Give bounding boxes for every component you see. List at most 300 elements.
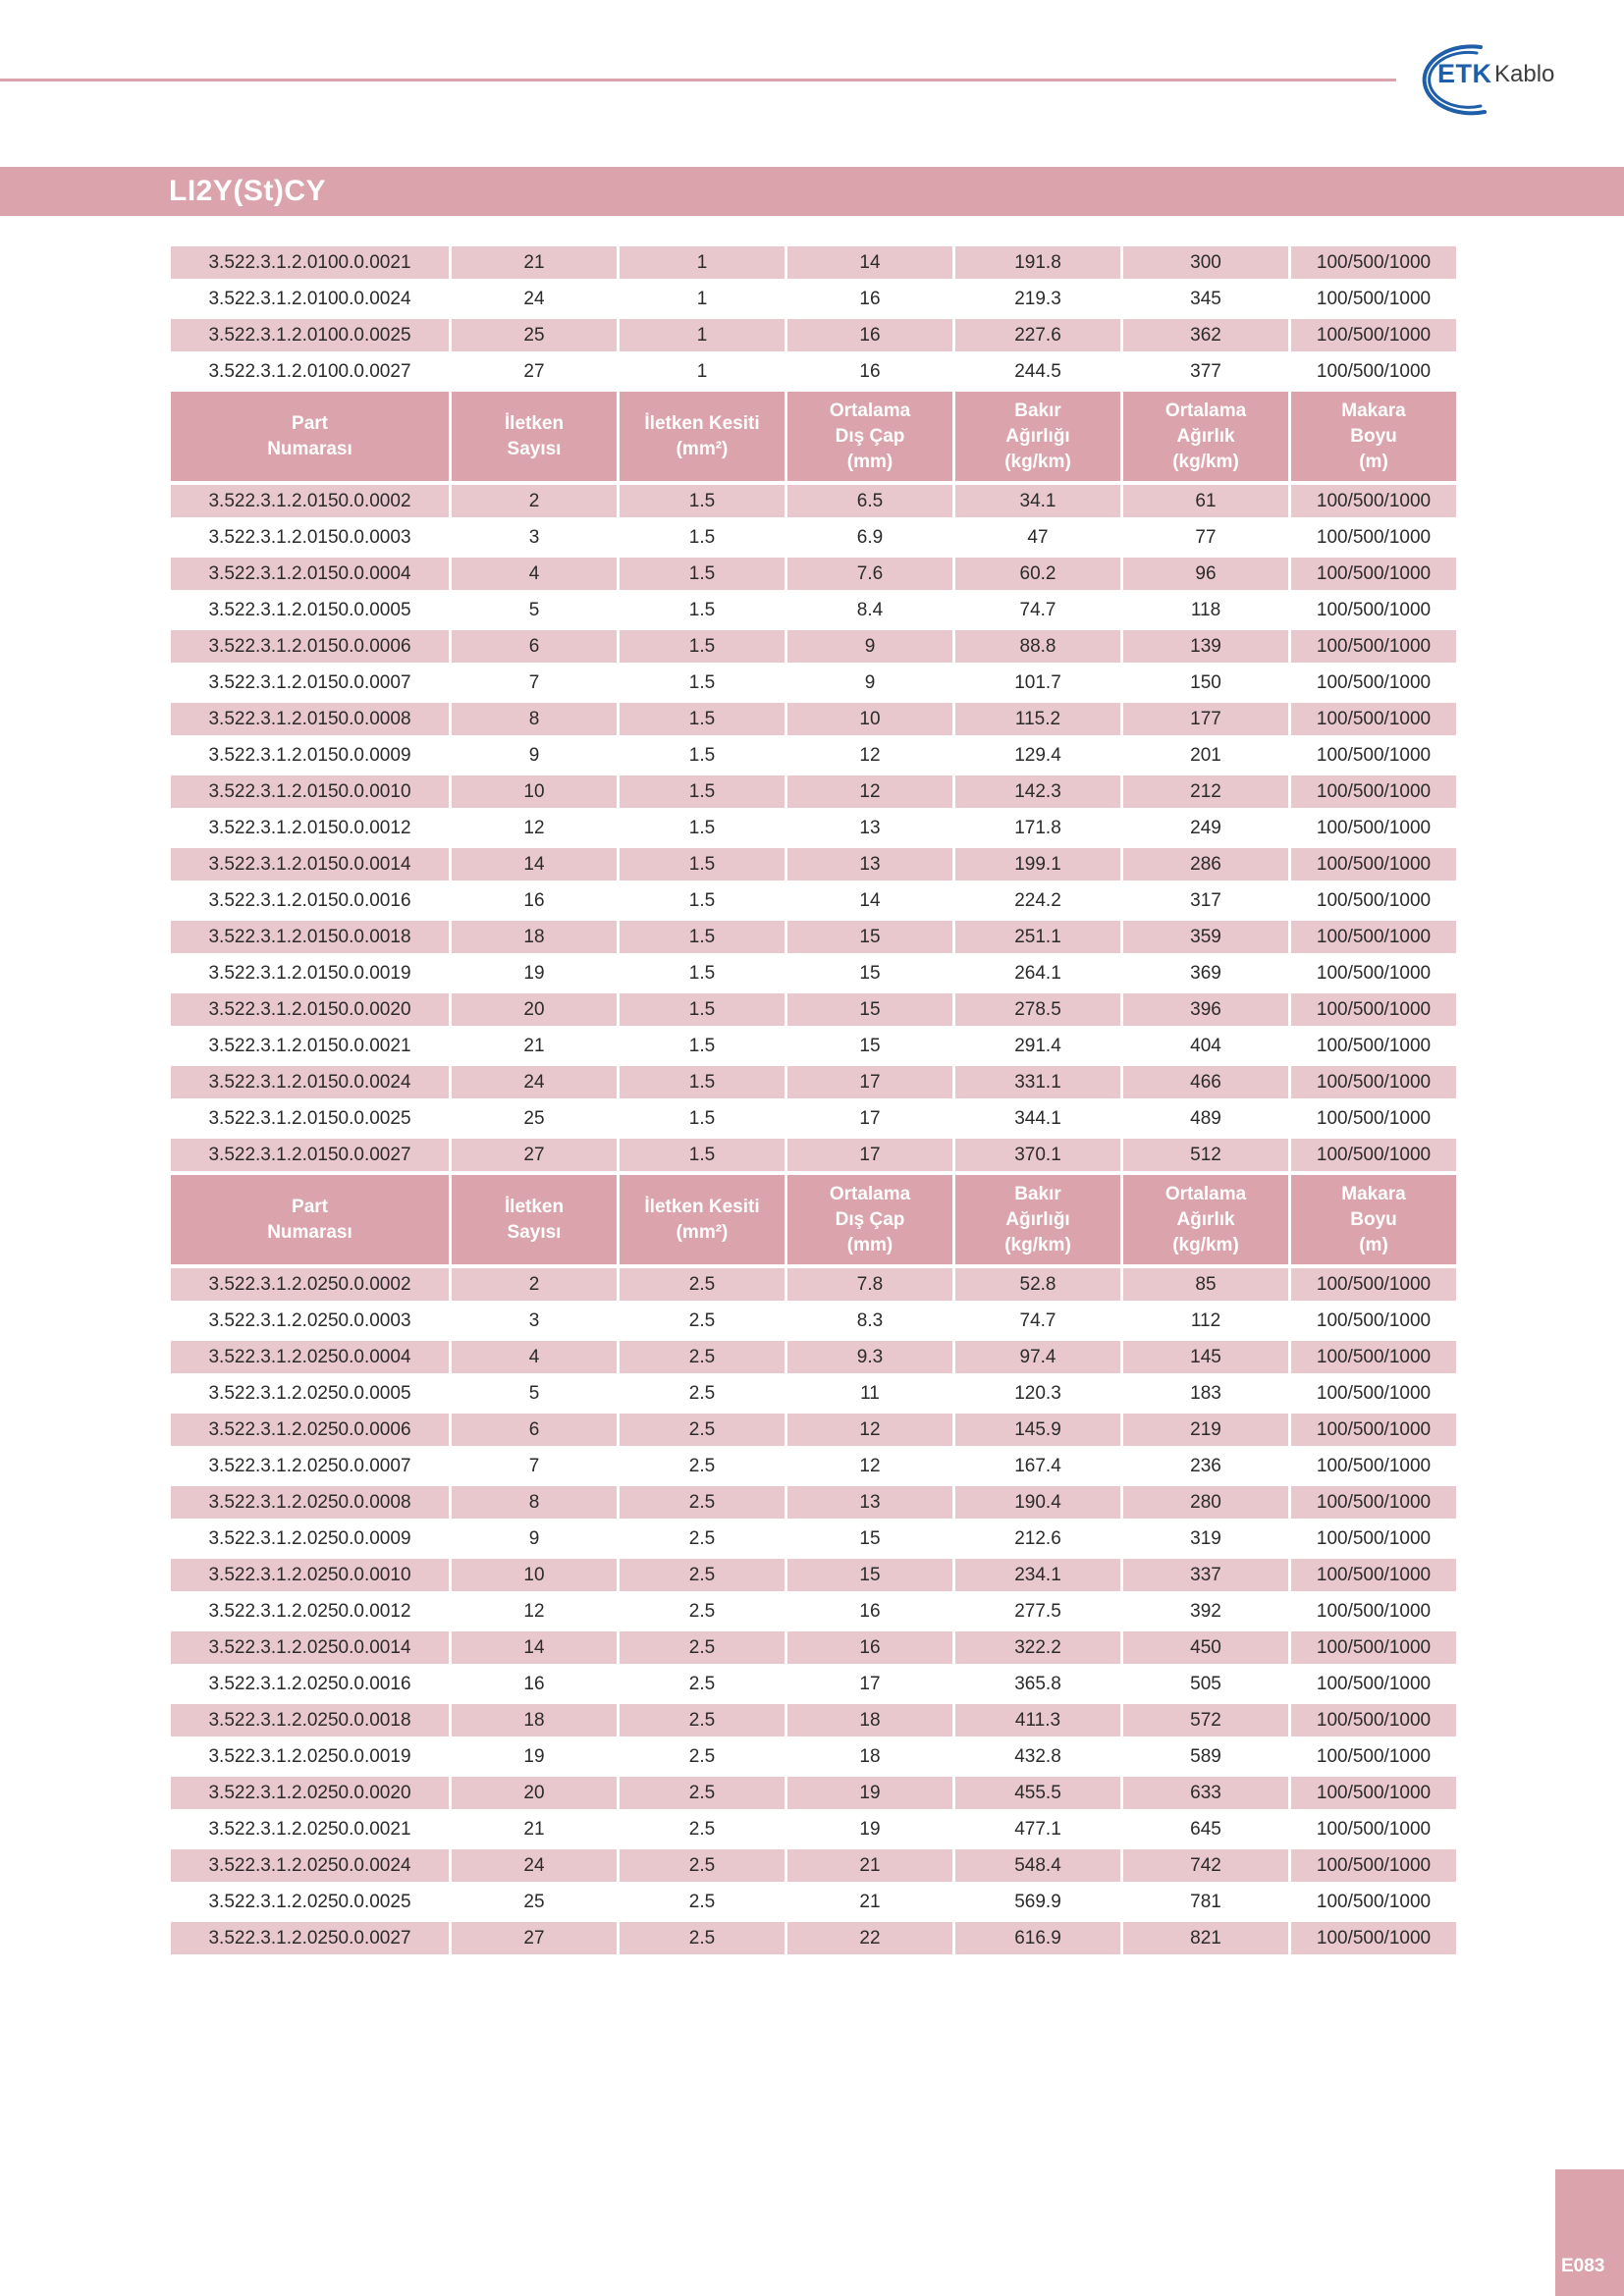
cell-part-number: 3.522.3.1.2.0250.0.0010 xyxy=(171,1559,449,1591)
cell-conductor-count: 4 xyxy=(452,558,617,590)
cell-conductor-section: 1.5 xyxy=(620,1066,785,1098)
cell-average-weight: 77 xyxy=(1123,521,1288,554)
cell-outer-diameter: 21 xyxy=(787,1849,952,1882)
title-band xyxy=(0,167,1624,216)
cell-average-weight: 201 xyxy=(1123,739,1288,772)
cell-part-number: 3.522.3.1.2.0250.0.0018 xyxy=(171,1704,449,1736)
cell-conductor-count: 3 xyxy=(452,1305,617,1337)
cell-conductor-count: 12 xyxy=(452,812,617,844)
cell-part-number: 3.522.3.1.2.0250.0.0025 xyxy=(171,1886,449,1918)
cell-reel-length: 100/500/1000 xyxy=(1291,884,1456,917)
cell-reel-length: 100/500/1000 xyxy=(1291,1668,1456,1700)
cell-part-number: 3.522.3.1.2.0150.0.0002 xyxy=(171,485,449,517)
cell-conductor-count: 8 xyxy=(452,1486,617,1519)
cell-copper-weight: 142.3 xyxy=(955,775,1120,808)
cell-part-number: 3.522.3.1.2.0150.0.0004 xyxy=(171,558,449,590)
cell-conductor-section: 2.5 xyxy=(620,1777,785,1809)
cell-copper-weight: 224.2 xyxy=(955,884,1120,917)
cell-copper-weight: 219.3 xyxy=(955,283,1120,315)
cell-conductor-count: 10 xyxy=(452,1559,617,1591)
cell-part-number: 3.522.3.1.2.0150.0.0005 xyxy=(171,594,449,626)
table-row xyxy=(171,1631,1456,1664)
cell-reel-length: 100/500/1000 xyxy=(1291,1341,1456,1373)
cell-outer-diameter: 17 xyxy=(787,1066,952,1098)
table-row xyxy=(171,1030,1456,1062)
cell-reel-length: 100/500/1000 xyxy=(1291,1102,1456,1135)
cell-outer-diameter: 12 xyxy=(787,739,952,772)
cell-average-weight: 236 xyxy=(1123,1450,1288,1482)
cell-outer-diameter: 18 xyxy=(787,1704,952,1736)
cell-conductor-section: 1.5 xyxy=(620,1030,785,1062)
cell-conductor-count: 24 xyxy=(452,1066,617,1098)
cell-average-weight: 505 xyxy=(1123,1668,1288,1700)
table-row xyxy=(171,884,1456,917)
cell-reel-length: 100/500/1000 xyxy=(1291,1486,1456,1519)
cell-conductor-section: 1.5 xyxy=(620,775,785,808)
cell-reel-length: 100/500/1000 xyxy=(1291,1030,1456,1062)
cell-part-number: 3.522.3.1.2.0150.0.0012 xyxy=(171,812,449,844)
cell-part-number: 3.522.3.1.2.0150.0.0014 xyxy=(171,848,449,881)
cell-average-weight: 404 xyxy=(1123,1030,1288,1062)
cell-outer-diameter: 16 xyxy=(787,355,952,388)
cell-conductor-section: 1.5 xyxy=(620,558,785,590)
cell-average-weight: 177 xyxy=(1123,703,1288,735)
page-number: E083 xyxy=(1561,2256,1605,2276)
cell-average-weight: 489 xyxy=(1123,1102,1288,1135)
cell-average-weight: 345 xyxy=(1123,283,1288,315)
cell-reel-length: 100/500/1000 xyxy=(1291,1813,1456,1845)
cell-average-weight: 362 xyxy=(1123,319,1288,351)
cell-part-number: 3.522.3.1.2.0150.0.0006 xyxy=(171,630,449,663)
table-header-row xyxy=(171,392,1456,481)
cell-copper-weight: 370.1 xyxy=(955,1139,1120,1171)
cell-average-weight: 589 xyxy=(1123,1740,1288,1773)
cell-conductor-section: 1.5 xyxy=(620,630,785,663)
cell-reel-length: 100/500/1000 xyxy=(1291,1066,1456,1098)
table-row xyxy=(171,630,1456,663)
cell-outer-diameter: 12 xyxy=(787,1450,952,1482)
table-row xyxy=(171,1777,1456,1809)
cell-reel-length: 100/500/1000 xyxy=(1291,1740,1456,1773)
cell-conductor-count: 6 xyxy=(452,630,617,663)
table-row xyxy=(171,521,1456,554)
cell-conductor-count: 25 xyxy=(452,1886,617,1918)
cell-conductor-count: 16 xyxy=(452,884,617,917)
cell-average-weight: 645 xyxy=(1123,1813,1288,1845)
cell-conductor-section: 1 xyxy=(620,246,785,279)
table-header-row xyxy=(171,1175,1456,1264)
cell-outer-diameter: 14 xyxy=(787,246,952,279)
cell-reel-length: 100/500/1000 xyxy=(1291,1522,1456,1555)
cell-conductor-section: 2.5 xyxy=(620,1341,785,1373)
cell-conductor-section: 1.5 xyxy=(620,1102,785,1135)
cell-conductor-section: 2.5 xyxy=(620,1668,785,1700)
header-conductor-count: İletken Sayısı xyxy=(452,1175,617,1264)
cell-conductor-section: 1.5 xyxy=(620,667,785,699)
cell-part-number: 3.522.3.1.2.0250.0.0020 xyxy=(171,1777,449,1809)
cell-reel-length: 100/500/1000 xyxy=(1291,1704,1456,1736)
cell-average-weight: 139 xyxy=(1123,630,1288,663)
cell-average-weight: 337 xyxy=(1123,1559,1288,1591)
cell-outer-diameter: 15 xyxy=(787,957,952,989)
table-row xyxy=(171,957,1456,989)
cell-copper-weight: 322.2 xyxy=(955,1631,1120,1664)
table-row xyxy=(171,1305,1456,1337)
cell-conductor-count: 9 xyxy=(452,739,617,772)
table-row xyxy=(171,1522,1456,1555)
cell-conductor-section: 2.5 xyxy=(620,1886,785,1918)
cell-average-weight: 150 xyxy=(1123,667,1288,699)
cell-conductor-count: 21 xyxy=(452,1030,617,1062)
cell-part-number: 3.522.3.1.2.0250.0.0027 xyxy=(171,1922,449,1954)
table-row xyxy=(171,667,1456,699)
cell-copper-weight: 191.8 xyxy=(955,246,1120,279)
cell-part-number: 3.522.3.1.2.0250.0.0005 xyxy=(171,1377,449,1410)
cell-conductor-section: 1.5 xyxy=(620,812,785,844)
cell-conductor-section: 1.5 xyxy=(620,521,785,554)
cell-copper-weight: 277.5 xyxy=(955,1595,1120,1628)
cell-reel-length: 100/500/1000 xyxy=(1291,1777,1456,1809)
cell-part-number: 3.522.3.1.2.0150.0.0007 xyxy=(171,667,449,699)
cell-part-number: 3.522.3.1.2.0150.0.0021 xyxy=(171,1030,449,1062)
cell-average-weight: 286 xyxy=(1123,848,1288,881)
table-row xyxy=(171,1668,1456,1700)
cell-average-weight: 319 xyxy=(1123,1522,1288,1555)
table-body xyxy=(171,246,1456,1954)
cell-part-number: 3.522.3.1.2.0100.0.0025 xyxy=(171,319,449,351)
cell-conductor-count: 21 xyxy=(452,246,617,279)
cell-conductor-count: 5 xyxy=(452,1377,617,1410)
cell-conductor-count: 16 xyxy=(452,1668,617,1700)
table-row xyxy=(171,1139,1456,1171)
cell-reel-length: 100/500/1000 xyxy=(1291,319,1456,351)
cell-conductor-count: 27 xyxy=(452,355,617,388)
cell-part-number: 3.522.3.1.2.0250.0.0006 xyxy=(171,1414,449,1446)
header-divider-line xyxy=(0,79,1396,81)
cell-conductor-count: 19 xyxy=(452,1740,617,1773)
cell-outer-diameter: 6.5 xyxy=(787,485,952,517)
page-title: LI2Y(St)CY xyxy=(169,175,327,207)
cell-copper-weight: 455.5 xyxy=(955,1777,1120,1809)
cell-outer-diameter: 17 xyxy=(787,1139,952,1171)
cell-reel-length: 100/500/1000 xyxy=(1291,355,1456,388)
cell-outer-diameter: 21 xyxy=(787,1886,952,1918)
table-row xyxy=(171,1922,1456,1954)
cell-reel-length: 100/500/1000 xyxy=(1291,848,1456,881)
cell-reel-length: 100/500/1000 xyxy=(1291,558,1456,590)
cell-average-weight: 572 xyxy=(1123,1704,1288,1736)
cell-outer-diameter: 6.9 xyxy=(787,521,952,554)
cell-average-weight: 512 xyxy=(1123,1139,1288,1171)
cell-average-weight: 781 xyxy=(1123,1886,1288,1918)
cell-average-weight: 112 xyxy=(1123,1305,1288,1337)
cell-average-weight: 300 xyxy=(1123,246,1288,279)
cell-average-weight: 118 xyxy=(1123,594,1288,626)
cell-copper-weight: 101.7 xyxy=(955,667,1120,699)
table-row xyxy=(171,1066,1456,1098)
cell-part-number: 3.522.3.1.2.0150.0.0016 xyxy=(171,884,449,917)
cell-conductor-section: 1.5 xyxy=(620,1139,785,1171)
table-row xyxy=(171,1268,1456,1301)
header-part-number: Part Numarası xyxy=(171,392,449,481)
cell-average-weight: 392 xyxy=(1123,1595,1288,1628)
cell-conductor-count: 6 xyxy=(452,1414,617,1446)
cell-average-weight: 369 xyxy=(1123,957,1288,989)
table-row xyxy=(171,1486,1456,1519)
cell-outer-diameter: 15 xyxy=(787,921,952,953)
table-row xyxy=(171,1377,1456,1410)
cell-copper-weight: 74.7 xyxy=(955,594,1120,626)
cell-reel-length: 100/500/1000 xyxy=(1291,1450,1456,1482)
table-row xyxy=(171,1102,1456,1135)
cell-conductor-section: 2.5 xyxy=(620,1268,785,1301)
cell-outer-diameter: 9 xyxy=(787,630,952,663)
cell-conductor-count: 18 xyxy=(452,921,617,953)
cell-copper-weight: 129.4 xyxy=(955,739,1120,772)
header-conductor-count: İletken Sayısı xyxy=(452,392,617,481)
cell-part-number: 3.522.3.1.2.0100.0.0027 xyxy=(171,355,449,388)
etk-kablo-logo xyxy=(1422,37,1579,122)
logo-kablo-text: Kablo xyxy=(1494,61,1555,87)
table-row xyxy=(171,812,1456,844)
cell-conductor-count: 10 xyxy=(452,775,617,808)
cell-part-number: 3.522.3.1.2.0150.0.0025 xyxy=(171,1102,449,1135)
table-row xyxy=(171,1740,1456,1773)
table-row xyxy=(171,485,1456,517)
cell-conductor-count: 20 xyxy=(452,993,617,1026)
cell-average-weight: 359 xyxy=(1123,921,1288,953)
cell-conductor-count: 12 xyxy=(452,1595,617,1628)
cell-part-number: 3.522.3.1.2.0250.0.0014 xyxy=(171,1631,449,1664)
cell-reel-length: 100/500/1000 xyxy=(1291,775,1456,808)
cell-reel-length: 100/500/1000 xyxy=(1291,1922,1456,1954)
cell-conductor-section: 2.5 xyxy=(620,1450,785,1482)
cell-part-number: 3.522.3.1.2.0150.0.0009 xyxy=(171,739,449,772)
cell-reel-length: 100/500/1000 xyxy=(1291,1268,1456,1301)
cell-conductor-section: 2.5 xyxy=(620,1486,785,1519)
page-number-tab xyxy=(1555,2169,1624,2296)
cell-copper-weight: 74.7 xyxy=(955,1305,1120,1337)
cell-part-number: 3.522.3.1.2.0150.0.0027 xyxy=(171,1139,449,1171)
cell-reel-length: 100/500/1000 xyxy=(1291,1886,1456,1918)
cell-copper-weight: 227.6 xyxy=(955,319,1120,351)
header-outer-diameter: Ortalama Dış Çap (mm) xyxy=(787,392,952,481)
cell-copper-weight: 291.4 xyxy=(955,1030,1120,1062)
cell-part-number: 3.522.3.1.2.0250.0.0021 xyxy=(171,1813,449,1845)
cable-spec-table-container xyxy=(171,246,1454,1958)
cell-average-weight: 821 xyxy=(1123,1922,1288,1954)
cell-conductor-section: 1.5 xyxy=(620,993,785,1026)
cell-reel-length: 100/500/1000 xyxy=(1291,521,1456,554)
logo-etk-text: ETK xyxy=(1437,59,1492,88)
cell-conductor-section: 2.5 xyxy=(620,1595,785,1628)
cell-average-weight: 249 xyxy=(1123,812,1288,844)
cell-conductor-count: 24 xyxy=(452,1849,617,1882)
table-row xyxy=(171,283,1456,315)
header-outer-diameter: Ortalama Dış Çap (mm) xyxy=(787,1175,952,1264)
cell-outer-diameter: 17 xyxy=(787,1668,952,1700)
header-reel-length: Makara Boyu (m) xyxy=(1291,1175,1456,1264)
cell-average-weight: 466 xyxy=(1123,1066,1288,1098)
cell-part-number: 3.522.3.1.2.0250.0.0012 xyxy=(171,1595,449,1628)
cell-conductor-section: 1.5 xyxy=(620,485,785,517)
cell-average-weight: 450 xyxy=(1123,1631,1288,1664)
cell-outer-diameter: 17 xyxy=(787,1102,952,1135)
cell-conductor-section: 1.5 xyxy=(620,884,785,917)
header-average-weight: Ortalama Ağırlık (kg/km) xyxy=(1123,392,1288,481)
cell-conductor-count: 14 xyxy=(452,1631,617,1664)
cell-conductor-section: 1.5 xyxy=(620,957,785,989)
cell-reel-length: 100/500/1000 xyxy=(1291,485,1456,517)
cell-conductor-count: 18 xyxy=(452,1704,617,1736)
cell-conductor-count: 3 xyxy=(452,521,617,554)
cell-average-weight: 742 xyxy=(1123,1849,1288,1882)
cell-conductor-section: 2.5 xyxy=(620,1559,785,1591)
cell-conductor-section: 2.5 xyxy=(620,1522,785,1555)
table-row xyxy=(171,1450,1456,1482)
cell-copper-weight: 88.8 xyxy=(955,630,1120,663)
cell-reel-length: 100/500/1000 xyxy=(1291,594,1456,626)
cell-part-number: 3.522.3.1.2.0150.0.0019 xyxy=(171,957,449,989)
table-row xyxy=(171,558,1456,590)
cell-conductor-count: 8 xyxy=(452,703,617,735)
cell-copper-weight: 190.4 xyxy=(955,1486,1120,1519)
table-row xyxy=(171,921,1456,953)
cell-copper-weight: 331.1 xyxy=(955,1066,1120,1098)
cell-part-number: 3.522.3.1.2.0250.0.0007 xyxy=(171,1450,449,1482)
cell-part-number: 3.522.3.1.2.0150.0.0008 xyxy=(171,703,449,735)
cell-conductor-count: 21 xyxy=(452,1813,617,1845)
cell-copper-weight: 212.6 xyxy=(955,1522,1120,1555)
cell-part-number: 3.522.3.1.2.0250.0.0009 xyxy=(171,1522,449,1555)
cell-outer-diameter: 13 xyxy=(787,812,952,844)
header-average-weight: Ortalama Ağırlık (kg/km) xyxy=(1123,1175,1288,1264)
cell-conductor-section: 1 xyxy=(620,283,785,315)
cell-reel-length: 100/500/1000 xyxy=(1291,283,1456,315)
cell-reel-length: 100/500/1000 xyxy=(1291,1631,1456,1664)
cell-copper-weight: 97.4 xyxy=(955,1341,1120,1373)
cell-conductor-section: 2.5 xyxy=(620,1377,785,1410)
cell-conductor-count: 27 xyxy=(452,1922,617,1954)
cell-reel-length: 100/500/1000 xyxy=(1291,1849,1456,1882)
cell-part-number: 3.522.3.1.2.0150.0.0010 xyxy=(171,775,449,808)
table-row xyxy=(171,1559,1456,1591)
cell-outer-diameter: 16 xyxy=(787,319,952,351)
cell-conductor-section: 2.5 xyxy=(620,1414,785,1446)
table-row xyxy=(171,1849,1456,1882)
cell-reel-length: 100/500/1000 xyxy=(1291,921,1456,953)
cell-conductor-count: 9 xyxy=(452,1522,617,1555)
table-row xyxy=(171,1886,1456,1918)
cell-outer-diameter: 15 xyxy=(787,1522,952,1555)
cell-reel-length: 100/500/1000 xyxy=(1291,993,1456,1026)
cell-outer-diameter: 11 xyxy=(787,1377,952,1410)
cell-copper-weight: 616.9 xyxy=(955,1922,1120,1954)
cell-copper-weight: 171.8 xyxy=(955,812,1120,844)
cell-outer-diameter: 9 xyxy=(787,667,952,699)
cell-copper-weight: 569.9 xyxy=(955,1886,1120,1918)
cell-average-weight: 219 xyxy=(1123,1414,1288,1446)
cell-copper-weight: 60.2 xyxy=(955,558,1120,590)
table-row xyxy=(171,1414,1456,1446)
cell-copper-weight: 234.1 xyxy=(955,1559,1120,1591)
cell-outer-diameter: 7.6 xyxy=(787,558,952,590)
cell-copper-weight: 120.3 xyxy=(955,1377,1120,1410)
cell-conductor-count: 14 xyxy=(452,848,617,881)
cell-conductor-section: 2.5 xyxy=(620,1849,785,1882)
cell-copper-weight: 264.1 xyxy=(955,957,1120,989)
cell-conductor-count: 7 xyxy=(452,667,617,699)
cell-reel-length: 100/500/1000 xyxy=(1291,812,1456,844)
cell-average-weight: 317 xyxy=(1123,884,1288,917)
cell-copper-weight: 411.3 xyxy=(955,1704,1120,1736)
cell-average-weight: 212 xyxy=(1123,775,1288,808)
cell-reel-length: 100/500/1000 xyxy=(1291,1559,1456,1591)
cell-outer-diameter: 19 xyxy=(787,1777,952,1809)
header-part-number: Part Numarası xyxy=(171,1175,449,1264)
cell-conductor-count: 25 xyxy=(452,319,617,351)
cell-part-number: 3.522.3.1.2.0150.0.0018 xyxy=(171,921,449,953)
cell-conductor-section: 1 xyxy=(620,355,785,388)
cell-conductor-section: 1.5 xyxy=(620,848,785,881)
table-row xyxy=(171,848,1456,881)
cell-reel-length: 100/500/1000 xyxy=(1291,1595,1456,1628)
cell-reel-length: 100/500/1000 xyxy=(1291,957,1456,989)
cell-conductor-count: 2 xyxy=(452,1268,617,1301)
cell-conductor-section: 1.5 xyxy=(620,921,785,953)
cell-conductor-count: 19 xyxy=(452,957,617,989)
cell-part-number: 3.522.3.1.2.0250.0.0002 xyxy=(171,1268,449,1301)
table-row xyxy=(171,1595,1456,1628)
cell-conductor-section: 1.5 xyxy=(620,594,785,626)
cell-copper-weight: 278.5 xyxy=(955,993,1120,1026)
cell-reel-length: 100/500/1000 xyxy=(1291,667,1456,699)
cell-outer-diameter: 15 xyxy=(787,1559,952,1591)
cell-copper-weight: 251.1 xyxy=(955,921,1120,953)
cell-average-weight: 145 xyxy=(1123,1341,1288,1373)
cell-reel-length: 100/500/1000 xyxy=(1291,1139,1456,1171)
cell-conductor-count: 24 xyxy=(452,283,617,315)
cell-average-weight: 633 xyxy=(1123,1777,1288,1809)
cell-conductor-section: 2.5 xyxy=(620,1740,785,1773)
cell-average-weight: 280 xyxy=(1123,1486,1288,1519)
cell-outer-diameter: 22 xyxy=(787,1922,952,1954)
cell-copper-weight: 477.1 xyxy=(955,1813,1120,1845)
table-row xyxy=(171,993,1456,1026)
cable-spec-table xyxy=(168,242,1459,1958)
table-row xyxy=(171,1813,1456,1845)
cell-outer-diameter: 16 xyxy=(787,283,952,315)
cell-reel-length: 100/500/1000 xyxy=(1291,739,1456,772)
cell-outer-diameter: 10 xyxy=(787,703,952,735)
table-row xyxy=(171,1704,1456,1736)
cell-average-weight: 377 xyxy=(1123,355,1288,388)
cell-outer-diameter: 12 xyxy=(787,775,952,808)
table-row xyxy=(171,1341,1456,1373)
cell-conductor-count: 7 xyxy=(452,1450,617,1482)
table-row xyxy=(171,594,1456,626)
cell-conductor-count: 27 xyxy=(452,1139,617,1171)
cell-conductor-count: 2 xyxy=(452,485,617,517)
header-conductor-section: İletken Kesiti (mm²) xyxy=(620,1175,785,1264)
table-row xyxy=(171,355,1456,388)
cell-conductor-section: 1.5 xyxy=(620,703,785,735)
cell-part-number: 3.522.3.1.2.0100.0.0024 xyxy=(171,283,449,315)
cell-reel-length: 100/500/1000 xyxy=(1291,246,1456,279)
cell-outer-diameter: 7.8 xyxy=(787,1268,952,1301)
cell-conductor-count: 25 xyxy=(452,1102,617,1135)
table-row xyxy=(171,775,1456,808)
